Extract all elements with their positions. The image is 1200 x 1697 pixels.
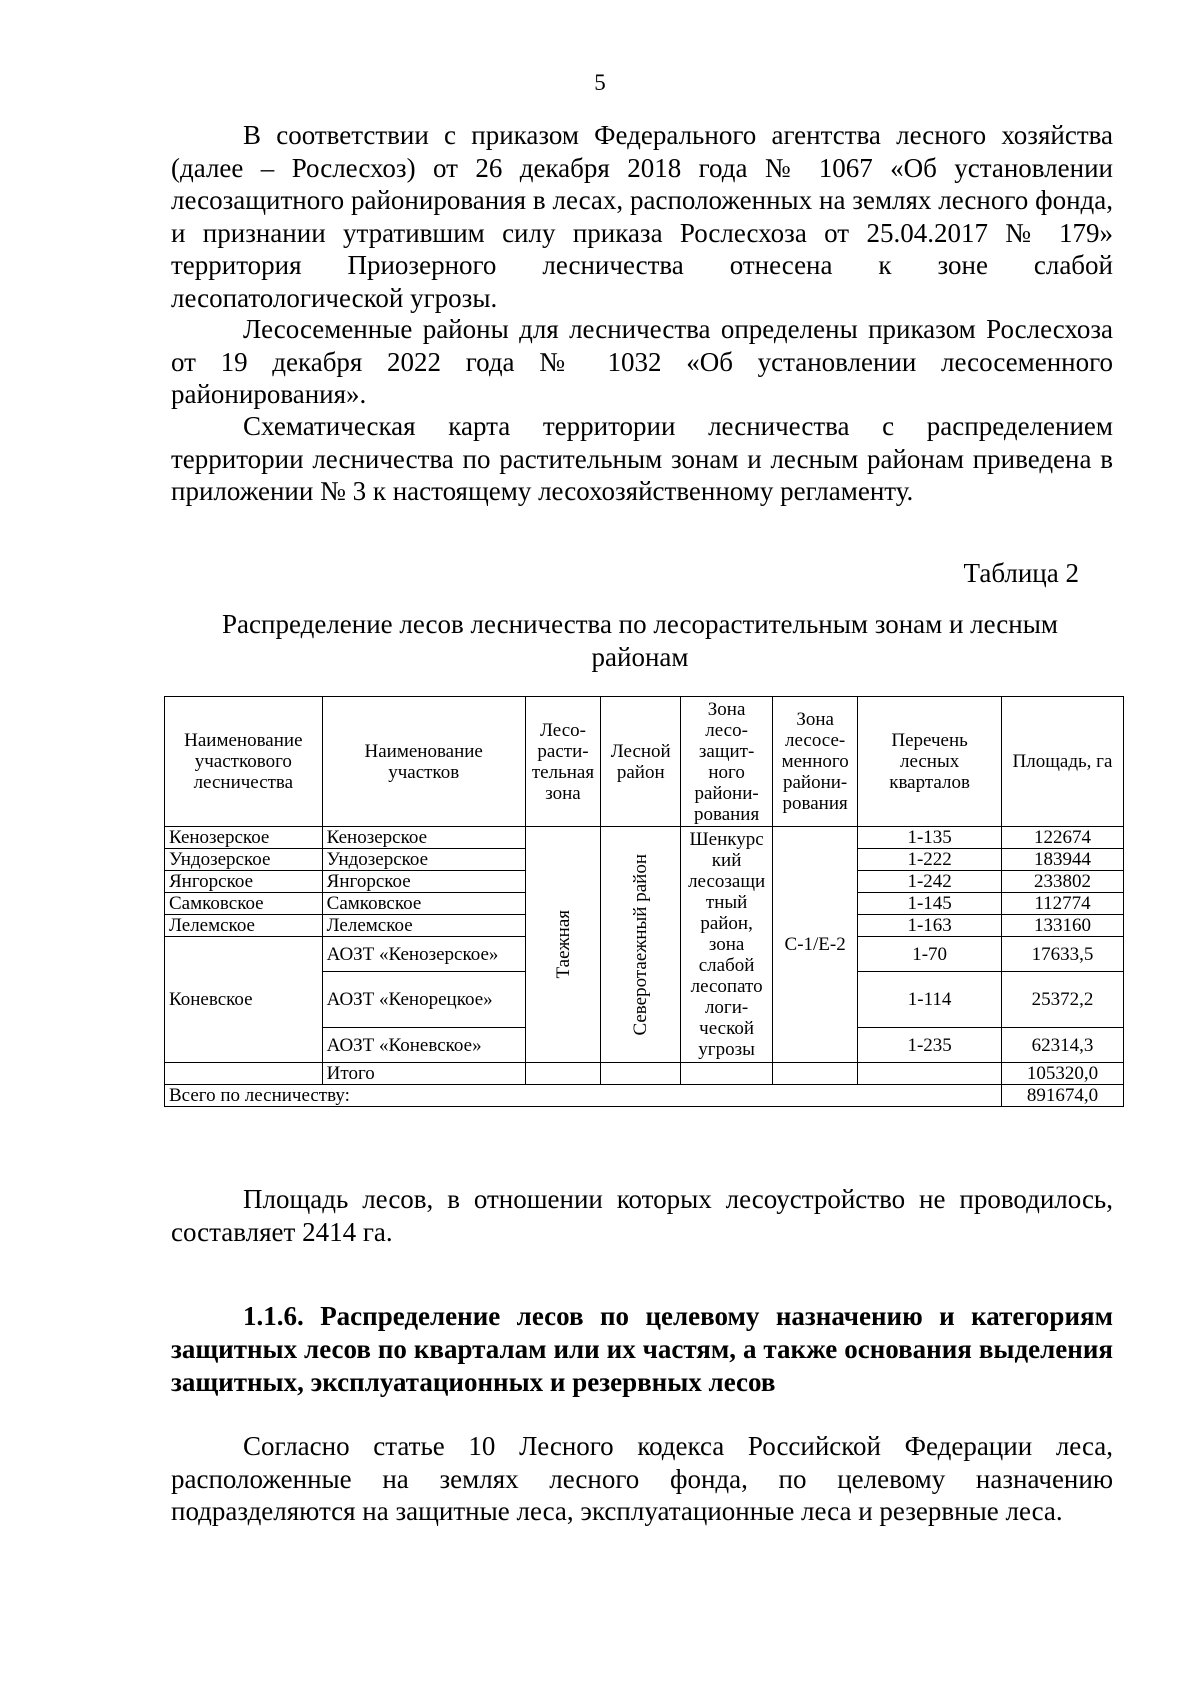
- cell-total-area: 891674,0: [1001, 1085, 1123, 1107]
- header-vegetation-zone: Лесо-расти-тельная зона: [525, 697, 601, 827]
- header-quarters: Перечень лесных кварталов: [858, 697, 1002, 827]
- cell-quarters: 1-235: [858, 1028, 1002, 1063]
- cell-area: 25372,2: [1001, 972, 1123, 1028]
- cell-empty: [681, 1063, 773, 1085]
- cell-forestry: Лелемское: [165, 915, 323, 937]
- cell-empty: [772, 1063, 857, 1085]
- cell-total-label: Всего по лесничеству:: [165, 1085, 1002, 1107]
- cell-forestry: Янгорское: [165, 871, 323, 893]
- cell-area: 17633,5: [1001, 937, 1123, 972]
- cell-empty: [525, 1063, 601, 1085]
- cell-forestry: Самковское: [165, 893, 323, 915]
- cell-site: Лелемское: [322, 915, 525, 937]
- header-forest-district: Лесной район: [601, 697, 681, 827]
- cell-site: Самковское: [322, 893, 525, 915]
- cell-site: АОЗТ «Коневское»: [322, 1028, 525, 1063]
- paragraph-forest-protection-zoning: В соответствии с приказом Федерального агентства лесного хозяйства (далее – Рослесхоз) от 26 декабря 2018 года № 1067 «Об установлении лесозащитного районирования в лесах, расположенных на землях лесного фонда, и признании утратившим силу приказа Рослесхоза от 25.04.2017 № 179» территория Приозерного лесничества отнесена к зоне слабой лесопатологической угрозы.: [171, 120, 1113, 313]
- cell-area: 183944: [1001, 849, 1123, 871]
- cell-subtotal-area: 105320,0: [1001, 1063, 1123, 1085]
- cell-quarters: 1-163: [858, 915, 1002, 937]
- cell-area: 233802: [1001, 871, 1123, 893]
- cell-vegetation-zone: [525, 827, 601, 1063]
- header-protection-zone: Зона лесо-защит-ного райони-рования: [681, 697, 773, 827]
- table-row-total: [165, 1085, 1124, 1107]
- cell-site: Янгорское: [322, 871, 525, 893]
- cell-area: 62314,3: [1001, 1028, 1123, 1063]
- table-number: Таблица 2: [963, 558, 1079, 588]
- cell-quarters: 1-135: [858, 827, 1002, 849]
- cell-quarters: 1-222: [858, 849, 1002, 871]
- cell-area: 112774: [1001, 893, 1123, 915]
- cell-forestry-konevskoe: Коневское: [165, 937, 323, 1063]
- paragraph-schematic-map: Схематическая карта территории лесничества с распределением территории лесничества по растительным зонам и лесным районам приведена в приложении № 3 к настоящему лесохозяйственному регламенту.: [171, 411, 1113, 506]
- cell-area: 122674: [1001, 827, 1123, 849]
- vegetation-zone-text: Таежная: [552, 910, 574, 979]
- table-header-row: [165, 697, 1124, 827]
- cell-forestry: Кенозерское: [165, 827, 323, 849]
- cell-area: 133160: [1001, 915, 1123, 937]
- cell-quarters: 1-145: [858, 893, 1002, 915]
- cell-quarters: 1-114: [858, 972, 1002, 1028]
- header-area: Площадь, га: [1001, 697, 1123, 827]
- cell-subtotal-label: Итого: [322, 1063, 525, 1085]
- cell-empty: [165, 1063, 323, 1085]
- table-title: Распределение лесов лесничества по лесорастительным зонам и лесным районам: [222, 609, 1058, 672]
- forest-distribution-table: [164, 696, 1124, 1107]
- table-row: [165, 827, 1124, 849]
- cell-seed-zone: С-1/Е-2: [772, 827, 857, 1063]
- cell-forestry: Ундозерское: [165, 849, 323, 871]
- cell-quarters: 1-242: [858, 871, 1002, 893]
- paragraph-forest-code: Согласно статье 10 Лесного кодекса Российской Федерации леса, расположенные на землях лесного фонда, по целевому назначению подразделяются на защитные леса, эксплуатационные леса и резервные леса.: [171, 1431, 1113, 1526]
- section-heading: 1.1.6. Распределение лесов по целевому назначению и категориям защитных лесов по кварталам или их частям, а также основания выделения защитных, эксплуатационных и резервных лесов: [171, 1301, 1113, 1397]
- cell-site: АОЗТ «Кенорецкое»: [322, 972, 525, 1028]
- cell-empty: [858, 1063, 1002, 1085]
- paragraph-unsurveyed-area: Площадь лесов, в отношении которых лесоустройство не проводилось, составляет 2414 га.: [171, 1184, 1113, 1247]
- cell-site: АОЗТ «Кенозерское»: [322, 937, 525, 972]
- header-forestry: Наименование участкового лесничества: [165, 697, 323, 827]
- paragraph-seed-zoning: Лесосеменные районы для лесничества определены приказом Рослесхоза от 19 декабря 2022 года № 1032 «Об установлении лесосеменного районирования».: [171, 314, 1113, 409]
- cell-protection-zone: Шенкурс кий лесозащи тный район, зона слабой лесопато логи-ческой угрозы: [681, 827, 773, 1063]
- cell-empty: [601, 1063, 681, 1085]
- cell-site: Ундозерское: [322, 849, 525, 871]
- table-row-subtotal: [165, 1063, 1124, 1085]
- cell-quarters: 1-70: [858, 937, 1002, 972]
- header-sites: Наименование участков: [322, 697, 525, 827]
- cell-forest-district: [601, 827, 681, 1063]
- header-seed-zone: Зона лесосе-менного райони-рования: [772, 697, 857, 827]
- forest-district-text: Северотаежный район: [630, 853, 652, 1036]
- cell-site: Кенозерское: [322, 827, 525, 849]
- page-number: 5: [594, 70, 606, 95]
